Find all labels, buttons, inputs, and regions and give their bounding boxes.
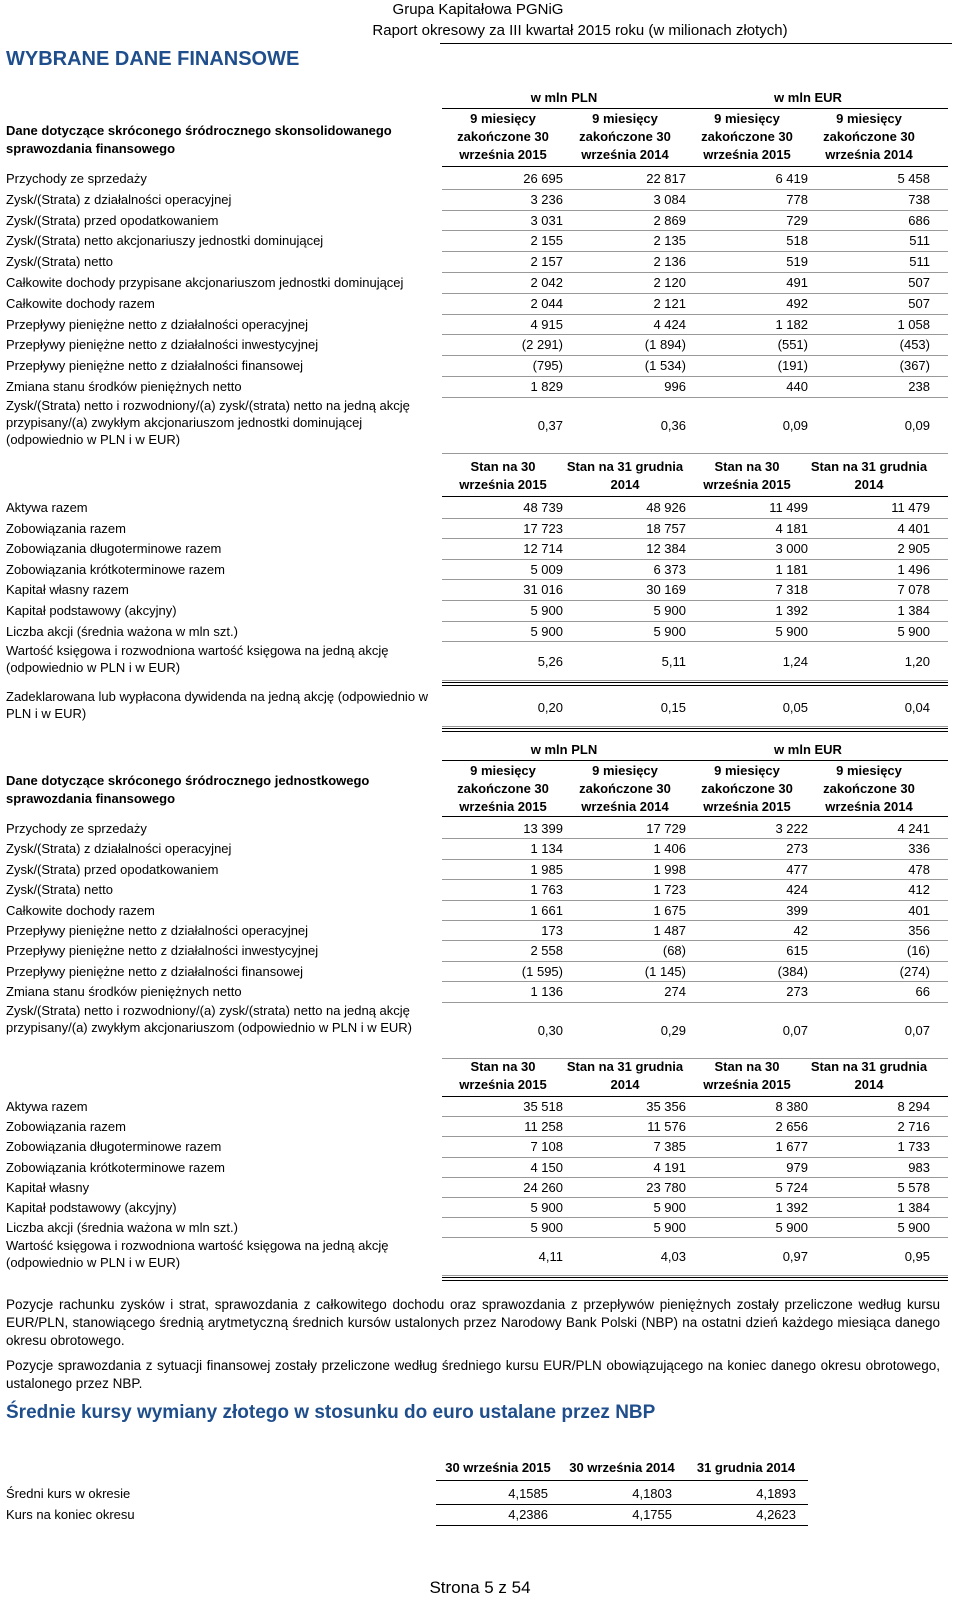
- table-cell: 1 998: [653, 861, 686, 877]
- table-cell: 1 733: [897, 1139, 930, 1155]
- table-cell: 4 915: [530, 316, 563, 332]
- table-row: [0, 559, 960, 580]
- table-cell: 2 905: [897, 541, 930, 557]
- table-row: [0, 1237, 960, 1275]
- row-label: Zmiana stanu środków pieniężnych netto: [6, 984, 242, 1000]
- table-cell: 336: [908, 841, 930, 857]
- table-row: [0, 1157, 960, 1177]
- table-cell: 7 385: [653, 1139, 686, 1155]
- table-cell: 996: [664, 379, 686, 394]
- row-label: Zysk/(Strata) netto: [6, 882, 113, 898]
- table-cell: 8 294: [897, 1099, 930, 1114]
- table-cell: (2 291): [521, 337, 563, 353]
- table-cell: 1,24: [782, 653, 808, 669]
- table-cell: 4 181: [775, 520, 808, 536]
- page-number: Strona 5 z 54: [429, 1578, 531, 1597]
- row-label: Całkowite dochody przypisane akcjonariuszom jednostki dominującej: [6, 275, 404, 290]
- row-label: Przychody ze sprzedaży: [6, 821, 147, 836]
- table-cell: 11 576: [647, 1119, 686, 1135]
- row-label: Aktywa razem: [6, 500, 88, 515]
- table-row: [0, 981, 960, 1001]
- row-label: Zysk/(Strata) przed opodatkowaniem: [6, 861, 219, 877]
- table-cell: 1 181: [775, 561, 808, 577]
- row-rule: [442, 1275, 948, 1276]
- group-pln-label: w mln PLN: [530, 90, 598, 105]
- table-cell: 4 150: [530, 1159, 563, 1175]
- rates-col-header: 30 września 2014: [569, 1460, 675, 1475]
- table-row: [0, 1096, 960, 1116]
- table-cell: (1 894): [644, 337, 686, 353]
- table-cell: 1 829: [530, 379, 563, 394]
- col-header: Stan na 31 grudnia 2014: [810, 1059, 928, 1092]
- col-header: 9 miesięcy zakończone 30 września 2014: [823, 111, 915, 162]
- table-row: [0, 838, 960, 858]
- table-cell: 440: [786, 379, 808, 394]
- table-row: [0, 272, 960, 293]
- table-cell: 1 136: [530, 984, 563, 1000]
- table-cell: (16): [906, 943, 930, 959]
- table-cell: 66: [915, 984, 930, 1000]
- table-cell: 1 487: [653, 923, 686, 938]
- row-label: Zobowiązania razem: [6, 520, 126, 536]
- table-cell: 3 084: [653, 191, 686, 207]
- table-cell: 2 135: [653, 233, 686, 249]
- table-cell: 1 182: [775, 316, 808, 332]
- table-cell: 738: [908, 191, 930, 207]
- row-label: Aktywa razem: [6, 1099, 88, 1114]
- table-cell: 0,05: [782, 699, 808, 715]
- row-label: Liczba akcji (średnia ważona w mln szt.): [6, 623, 238, 639]
- table-row: [0, 1197, 960, 1217]
- table-cell: 31 016: [523, 582, 563, 598]
- table-cell: 4,03: [660, 1248, 686, 1264]
- table-cell: 6 419: [775, 171, 808, 186]
- table-cell: 2 558: [530, 943, 563, 959]
- table-row: [0, 518, 960, 539]
- row-label: Zadeklarowana lub wypłacona dywidenda na jedną akcję (odpowiednio w PLN i w EUR): [6, 689, 429, 721]
- table-row: [0, 376, 960, 397]
- table-cell: 1 134: [530, 841, 563, 857]
- table-cell: 519: [786, 254, 808, 270]
- rates-row-label: Kurs na koniec okresu: [6, 1507, 135, 1522]
- row-label: Zysk/(Strata) przed opodatkowaniem: [6, 212, 219, 228]
- row-label: Zysk/(Strata) netto: [6, 254, 113, 270]
- table-cell: 274: [664, 984, 686, 1000]
- report-title: Raport okresowy za III kwartał 2015 roku (w milionach złotych): [372, 22, 788, 39]
- rates-col-header: 30 września 2015: [445, 1460, 551, 1475]
- table-cell: 4 424: [653, 316, 686, 332]
- table-cell: (1 534): [644, 358, 686, 374]
- col-header: Stan na 30 września 2015: [459, 459, 547, 492]
- row-label: Przepływy pieniężne netto z działalności operacyjnej: [6, 923, 309, 938]
- row-label: Zobowiązania długoterminowe razem: [6, 1139, 222, 1155]
- col-header: Stan na 30 września 2015: [459, 1059, 547, 1092]
- table-cell: 399: [786, 902, 808, 918]
- col-header: 9 miesięcy zakończone 30 września 2015: [457, 111, 549, 162]
- group-eur-label: w mln EUR: [774, 90, 842, 105]
- row-rule: [442, 453, 948, 454]
- table-cell: 273: [786, 841, 808, 857]
- table-row: [0, 859, 960, 879]
- row-label: Kapitał podstawowy (akcyjny): [6, 1200, 177, 1215]
- table-cell: 11 258: [524, 1119, 563, 1135]
- row-label: Przepływy pieniężne netto z działalności finansowej: [6, 963, 303, 979]
- table-row: [0, 579, 960, 600]
- table-cell: 1 496: [897, 561, 930, 577]
- table-cell: 491: [786, 275, 808, 290]
- rates-row-label: Średni kurs w okresie: [6, 1486, 131, 1501]
- table-cell: 24 260: [523, 1179, 563, 1195]
- double-rule: [442, 1277, 948, 1281]
- row-label: Przychody ze sprzedaży: [6, 171, 147, 186]
- group-rule: [442, 108, 948, 109]
- row-label: Wartość księgowa i rozwodniona wartość księgowa na jedną akcję (odpowiednio w PLN i w EUR): [6, 643, 389, 675]
- group-rule: [442, 760, 948, 761]
- col-header: Stan na 31 grudnia 2014: [810, 459, 928, 492]
- table-row: [0, 900, 960, 920]
- table-cell: 13 399: [523, 821, 563, 836]
- table-cell: 4 191: [653, 1159, 686, 1175]
- table-cell: 5 900: [530, 1220, 563, 1236]
- consolidated-heading: Dane dotyczące skróconego śródrocznego skonsolidowanego sprawozdania finansowego: [6, 123, 392, 156]
- table-row: [0, 334, 960, 355]
- table-cell: 615: [786, 943, 808, 959]
- col-header: Stan na 31 grudnia 2014: [566, 1059, 684, 1092]
- row-label: Kapitał własny razem: [6, 582, 129, 598]
- table-cell: 273: [786, 984, 808, 1000]
- table-cell: 401: [908, 902, 930, 918]
- table-cell: 3 222: [775, 821, 808, 836]
- table-cell: 23 780: [646, 1179, 686, 1195]
- table-cell: 2 120: [653, 275, 686, 290]
- row-label: Wartość księgowa i rozwodniona wartość księgowa na jedną akcję (odpowiednio w PLN i w EUR): [6, 1238, 389, 1270]
- table-cell: 48 739: [523, 500, 563, 515]
- table-cell: 412: [908, 882, 930, 898]
- note-paragraph: Pozycje rachunku zysków i strat, sprawozdania z całkowitego dochodu oraz sprawozdania z przepływów pieniężnych zostały przeliczone według kursu EUR/PLN, stanowiącego średnią arytmetyczną średnich kursów ustalonych przez Narodowy Bank Polski (NBP) na ostatni dzień każdego miesiąca danego okresu obrotowego.: [6, 1297, 940, 1348]
- table-cell: 5 900: [897, 623, 930, 639]
- table-cell: 729: [786, 212, 808, 228]
- table-cell: 5 009: [530, 561, 563, 577]
- table-cell: 4 241: [897, 821, 930, 836]
- table-row: [0, 230, 960, 251]
- header-rule: [442, 816, 948, 817]
- table-row: [0, 355, 960, 376]
- table-row: [0, 538, 960, 559]
- row-label: Liczba akcji (średnia ważona w mln szt.): [6, 1220, 238, 1236]
- table-cell: 1 723: [653, 882, 686, 898]
- table-cell: 477: [786, 861, 808, 877]
- col-header: Stan na 31 grudnia 2014: [566, 459, 684, 492]
- table-cell: 0,30: [537, 1022, 563, 1038]
- table-cell: 0,97: [782, 1248, 808, 1264]
- table-row: [0, 920, 960, 940]
- table-cell: 492: [786, 295, 808, 311]
- group-pln-label: w mln PLN: [530, 742, 598, 757]
- table-cell: 0,07: [904, 1022, 930, 1038]
- row-label: Zysk/(Strata) z działalności operacyjnej: [6, 191, 232, 207]
- table-cell: 4,11: [538, 1248, 563, 1264]
- table-cell: 1 763: [530, 882, 563, 898]
- table-cell: 2 157: [530, 254, 563, 270]
- table-cell: (795): [532, 358, 563, 374]
- rates-cell: 4,1755: [632, 1507, 672, 1522]
- rates-cell: 4,1893: [756, 1486, 796, 1501]
- row-label: Kapitał podstawowy (akcyjny): [6, 603, 177, 618]
- rates-cell: 4,2623: [756, 1507, 796, 1522]
- table-cell: 238: [908, 379, 930, 394]
- rates-cell: 4,1803: [632, 1486, 672, 1501]
- table-cell: 424: [786, 882, 808, 898]
- table-cell: 7 108: [530, 1139, 563, 1155]
- table-cell: 12 714: [523, 541, 563, 557]
- table-cell: 0,09: [904, 417, 930, 433]
- table-cell: 5 900: [775, 623, 808, 639]
- row-rule: [442, 726, 948, 727]
- table-cell: 0,09: [782, 417, 808, 433]
- row-label: Przepływy pieniężne netto z działalności inwestycyjnej: [6, 337, 319, 353]
- row-label: Zysk/(Strata) z działalności operacyjnej: [6, 841, 232, 857]
- table-cell: 12 384: [646, 541, 686, 557]
- double-rule: [442, 682, 948, 686]
- table-cell: 1 661: [530, 902, 563, 918]
- row-label: Zobowiązania długoterminowe razem: [6, 541, 222, 557]
- table-cell: 1 384: [897, 1200, 930, 1215]
- row-label: Zysk/(Strata) netto akcjonariuszy jednostki dominującej: [6, 233, 324, 249]
- table-cell: 3 236: [530, 191, 563, 207]
- table-cell: 1 406: [653, 841, 686, 857]
- table-cell: 979: [786, 1159, 808, 1175]
- table-cell: 507: [908, 275, 930, 290]
- col-header: 9 miesięcy zakończone 30 września 2014: [579, 763, 671, 814]
- table-cell: 983: [908, 1159, 930, 1175]
- row-label: Przepływy pieniężne netto z działalności operacyjnej: [6, 316, 309, 332]
- row-label: Kapitał własny: [6, 1179, 90, 1195]
- table-cell: 0,07: [782, 1022, 808, 1038]
- note-paragraph: Pozycje sprawozdania z sytuacji finansowej zostały przeliczone według średniego kursu EUR/PLN obowiązującego na koniec danego okresu obrotowego, ustalonego przez NBP.: [6, 1358, 940, 1391]
- table-cell: 2 044: [530, 295, 563, 311]
- table-cell: 1 675: [653, 902, 686, 918]
- table-row: [0, 1002, 960, 1058]
- section-title: WYBRANE DANE FINANSOWE: [6, 48, 300, 70]
- table-cell: 1 392: [775, 603, 808, 618]
- table-cell: (453): [899, 337, 930, 353]
- table-cell: 22 817: [646, 171, 686, 186]
- table-row: [0, 879, 960, 899]
- table-cell: 11 499: [769, 500, 808, 515]
- col-header: 9 miesięcy zakończone 30 września 2015: [701, 763, 793, 814]
- table-cell: (1 595): [521, 963, 563, 979]
- table-cell: 0,20: [537, 699, 563, 715]
- table-cell: 0,95: [904, 1248, 930, 1264]
- table-cell: 3 031: [530, 212, 563, 228]
- table-cell: 7 078: [897, 582, 930, 598]
- table-cell: 3 000: [775, 541, 808, 557]
- table-cell: 8 380: [775, 1099, 808, 1114]
- col-header: 9 miesięcy zakończone 30 września 2015: [457, 763, 549, 814]
- table-cell: 5 900: [775, 1220, 808, 1236]
- table-cell: 5 900: [653, 1220, 686, 1236]
- table-cell: 35 356: [646, 1099, 686, 1114]
- table-cell: 518: [786, 233, 808, 249]
- standalone-heading: Dane dotyczące skróconego śródrocznego jednostkowego sprawozdania finansowego: [6, 773, 370, 806]
- row-label: Zobowiązania krótkoterminowe razem: [6, 1159, 225, 1175]
- group-eur-label: w mln EUR: [774, 742, 842, 757]
- table-cell: 5 900: [653, 1200, 686, 1215]
- table-cell: (551): [777, 337, 808, 353]
- table-row: [0, 818, 960, 838]
- table-row: [0, 1136, 960, 1156]
- rates-cell: 4,2386: [508, 1507, 548, 1522]
- table-row: [0, 961, 960, 981]
- row-label: Całkowite dochody razem: [6, 295, 155, 311]
- table-cell: 507: [908, 295, 930, 311]
- table-cell: 356: [908, 923, 930, 938]
- table-cell: 0,15: [660, 699, 686, 715]
- rates-col-header: 31 grudnia 2014: [696, 1460, 796, 1475]
- table-cell: (68): [662, 943, 686, 959]
- table-cell: 30 169: [646, 582, 686, 598]
- table-row: [0, 940, 960, 960]
- row-label: Zysk/(Strata) netto i rozwodniony/(a) zysk/(strata) netto na jedną akcję przypisany/(a) zwykłym akcjonariuszom (odpowiednio w PLN i w EUR): [6, 1003, 413, 1035]
- table-cell: 2 155: [530, 233, 563, 249]
- table-cell: 18 757: [646, 520, 686, 536]
- table-cell: 26 695: [523, 171, 563, 186]
- table-row: [0, 251, 960, 272]
- table-row: [0, 1116, 960, 1136]
- table-cell: 4 401: [897, 520, 930, 536]
- col-header: 9 miesięcy zakończone 30 września 2014: [579, 111, 671, 162]
- row-label: Zysk/(Strata) netto i rozwodniony/(a) zysk/(strata) netto na jedną akcję przypisany/(a) zwykłym akcjonariuszom jednostki dominującej (odpowiednio w PLN i w EUR): [6, 398, 410, 447]
- row-label: Zobowiązania krótkoterminowe razem: [6, 561, 225, 577]
- table-cell: 478: [908, 861, 930, 877]
- row-label: Zmiana stanu środków pieniężnych netto: [6, 379, 242, 394]
- table-cell: 1 384: [897, 603, 930, 618]
- table-cell: 5 578: [897, 1179, 930, 1195]
- table-cell: 5 724: [775, 1179, 808, 1195]
- table-row: [0, 397, 960, 453]
- table-cell: 17 729: [646, 821, 686, 836]
- table-cell: 5,11: [661, 653, 686, 669]
- table-row: [0, 688, 960, 726]
- col-header: Stan na 30 września 2015: [703, 459, 791, 492]
- table-cell: 2 136: [653, 254, 686, 270]
- table-cell: 5 900: [653, 623, 686, 639]
- table-row: [0, 642, 960, 680]
- table-cell: 2 121: [653, 295, 686, 311]
- table-cell: 173: [541, 923, 563, 938]
- table-row: [0, 1217, 960, 1237]
- rates-cell: 4,1585: [508, 1486, 548, 1501]
- rates-row-rule: [436, 1525, 808, 1526]
- table-cell: 2 042: [530, 275, 563, 290]
- row-label: Przepływy pieniężne netto z działalności inwestycyjnej: [6, 943, 319, 959]
- company-name: Grupa Kapitałowa PGNiG: [392, 1, 564, 18]
- table-row: [0, 497, 960, 518]
- table-cell: 6 373: [653, 561, 686, 577]
- table-row: [0, 621, 960, 642]
- table-cell: 1,20: [904, 653, 930, 669]
- table-cell: 5 900: [530, 623, 563, 639]
- table-cell: 7 318: [775, 582, 808, 598]
- table-cell: 42: [793, 923, 808, 938]
- row-label: Całkowite dochody razem: [6, 902, 155, 918]
- table-row: [0, 1177, 960, 1197]
- table-cell: (384): [777, 963, 808, 979]
- table-cell: 686: [908, 212, 930, 228]
- table-row: [0, 600, 960, 621]
- table-cell: 11 479: [891, 500, 930, 515]
- col-header: 9 miesięcy zakończone 30 września 2014: [823, 763, 915, 814]
- rates-header-rule: [436, 1480, 808, 1481]
- table-row: [0, 314, 960, 335]
- table-cell: 1 985: [530, 861, 563, 877]
- table-cell: 2 656: [775, 1119, 808, 1135]
- table-cell: (274): [899, 963, 930, 979]
- table-cell: 0,29: [660, 1022, 686, 1038]
- table-cell: 511: [909, 254, 930, 270]
- table-cell: 48 926: [646, 500, 686, 515]
- row-label: Zobowiązania razem: [6, 1119, 126, 1135]
- table-cell: 5 900: [653, 603, 686, 618]
- rates-title: Średnie kursy wymiany złotego w stosunku do euro ustalane przez NBP: [6, 1402, 656, 1423]
- table-cell: 2 716: [897, 1119, 930, 1135]
- row-rule: [442, 680, 948, 681]
- table-row: [0, 210, 960, 231]
- col-header: Stan na 30 września 2015: [703, 1059, 791, 1092]
- table-cell: 0,04: [904, 699, 930, 715]
- table-cell: 35 518: [523, 1099, 563, 1114]
- table-row: [0, 189, 960, 210]
- header-rule: [442, 166, 948, 167]
- table-cell: 5 900: [897, 1220, 930, 1236]
- table-cell: 5 900: [530, 603, 563, 618]
- table-cell: 17 723: [523, 520, 563, 536]
- table-cell: 5 900: [530, 1200, 563, 1215]
- table-cell: 1 392: [775, 1200, 808, 1215]
- table-cell: 778: [786, 191, 808, 207]
- table-cell: 2 869: [653, 212, 686, 228]
- table-cell: 0,37: [537, 417, 563, 433]
- table-row: [0, 293, 960, 314]
- table-cell: 5,26: [537, 653, 563, 669]
- table-cell: 1 058: [897, 316, 930, 332]
- col-header: 9 miesięcy zakończone 30 września 2015: [701, 111, 793, 162]
- table-cell: 1 677: [775, 1139, 808, 1155]
- table-row: [0, 168, 960, 189]
- table-cell: (367): [899, 358, 930, 374]
- header-rule: [440, 43, 952, 44]
- table-cell: 0,36: [660, 417, 686, 433]
- row-label: Przepływy pieniężne netto z działalności finansowej: [6, 358, 303, 374]
- table-cell: (1 145): [644, 963, 686, 979]
- table-cell: 5 458: [897, 171, 930, 186]
- table-cell: (191): [777, 358, 808, 374]
- table-cell: 511: [909, 233, 930, 249]
- double-rule: [442, 728, 948, 732]
